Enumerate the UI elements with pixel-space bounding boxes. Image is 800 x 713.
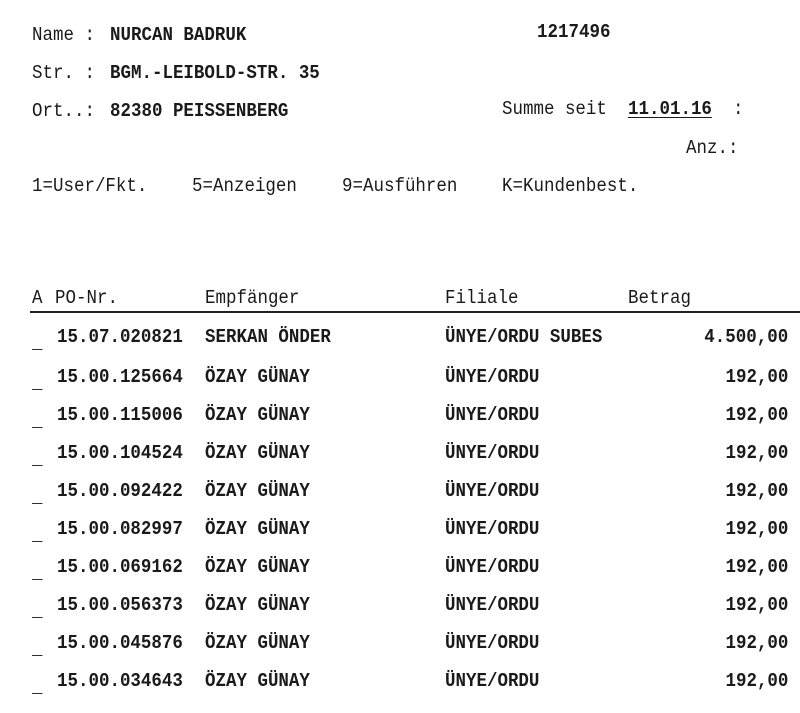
recipient: ÖZAY GÜNAY	[205, 556, 310, 578]
po-number: 15.07.020821	[57, 326, 183, 348]
action-input[interactable]: _	[32, 332, 43, 354]
sum-since-date: 11.01.16	[628, 98, 712, 120]
branch: ÜNYE/ORDU	[445, 556, 540, 578]
sum-since-label: Summe seit	[502, 98, 607, 120]
recipient: ÖZAY GÜNAY	[205, 670, 310, 692]
branch: ÜNYE/ORDU	[445, 366, 540, 388]
column-po: PO-Nr.	[55, 287, 118, 309]
amount: 192,00	[725, 632, 788, 654]
street-value: BGM.-LEIBOLD-STR. 35	[110, 62, 320, 84]
action-input[interactable]: _	[32, 676, 43, 698]
branch: ÜNYE/ORDU	[445, 594, 540, 616]
table-row	[0, 556, 800, 586]
recipient: SERKAN ÖNDER	[205, 326, 331, 348]
function-customer[interactable]: K=Kundenbest.	[502, 175, 639, 197]
amount: 192,00	[725, 518, 788, 540]
amount: 192,00	[725, 556, 788, 578]
street-label: Str. :	[32, 62, 95, 84]
po-number: 15.00.034643	[57, 670, 183, 692]
recipient: ÖZAY GÜNAY	[205, 480, 310, 502]
recipient: ÖZAY GÜNAY	[205, 442, 310, 464]
po-number: 15.00.045876	[57, 632, 183, 654]
column-recipient: Empfänger	[205, 287, 300, 309]
table-row	[0, 594, 800, 624]
recipient: ÖZAY GÜNAY	[205, 594, 310, 616]
table-row	[0, 404, 800, 434]
count-label: Anz.:	[686, 137, 739, 159]
amount: 192,00	[725, 670, 788, 692]
branch: ÜNYE/ORDU	[445, 480, 540, 502]
recipient: ÖZAY GÜNAY	[205, 632, 310, 654]
table-row	[0, 326, 800, 356]
po-number: 15.00.069162	[57, 556, 183, 578]
branch: ÜNYE/ORDU SUBES	[445, 326, 603, 348]
header-divider	[30, 311, 800, 313]
customer-number: 1217496	[537, 21, 611, 43]
sum-colon: :	[733, 98, 744, 120]
po-number: 15.00.115006	[57, 404, 183, 426]
recipient: ÖZAY GÜNAY	[205, 366, 310, 388]
city-label: Ort..:	[32, 100, 95, 122]
action-input[interactable]: _	[32, 486, 43, 508]
amount: 192,00	[725, 442, 788, 464]
action-input[interactable]: _	[32, 372, 43, 394]
po-number: 15.00.092422	[57, 480, 183, 502]
branch: ÜNYE/ORDU	[445, 442, 540, 464]
action-input[interactable]: _	[32, 600, 43, 622]
amount: 192,00	[725, 366, 788, 388]
action-input[interactable]: _	[32, 448, 43, 470]
po-number: 15.00.125664	[57, 366, 183, 388]
table-row	[0, 632, 800, 662]
column-branch: Filiale	[445, 287, 519, 309]
function-display[interactable]: 5=Anzeigen	[192, 175, 297, 197]
po-number: 15.00.056373	[57, 594, 183, 616]
action-input[interactable]: _	[32, 410, 43, 432]
amount: 4.500,00	[704, 326, 788, 348]
table-row	[0, 480, 800, 510]
table-row	[0, 366, 800, 396]
branch: ÜNYE/ORDU	[445, 632, 540, 654]
po-number: 15.00.082997	[57, 518, 183, 540]
action-input[interactable]: _	[32, 524, 43, 546]
branch: ÜNYE/ORDU	[445, 518, 540, 540]
table-row	[0, 442, 800, 472]
branch: ÜNYE/ORDU	[445, 670, 540, 692]
recipient: ÖZAY GÜNAY	[205, 518, 310, 540]
name-value: NURCAN BADRUK	[110, 24, 247, 46]
amount: 192,00	[725, 404, 788, 426]
action-input[interactable]: _	[32, 638, 43, 660]
function-execute[interactable]: 9=Ausführen	[342, 175, 458, 197]
column-amount: Betrag	[628, 287, 691, 309]
table-row	[0, 518, 800, 548]
amount: 192,00	[725, 480, 788, 502]
column-action: A	[32, 287, 43, 309]
function-user[interactable]: 1=User/Fkt.	[32, 175, 148, 197]
amount: 192,00	[725, 594, 788, 616]
recipient: ÖZAY GÜNAY	[205, 404, 310, 426]
po-number: 15.00.104524	[57, 442, 183, 464]
name-label: Name :	[32, 24, 95, 46]
city-value: 82380 PEISSENBERG	[110, 100, 289, 122]
action-input[interactable]: _	[32, 562, 43, 584]
branch: ÜNYE/ORDU	[445, 404, 540, 426]
table-row	[0, 670, 800, 700]
